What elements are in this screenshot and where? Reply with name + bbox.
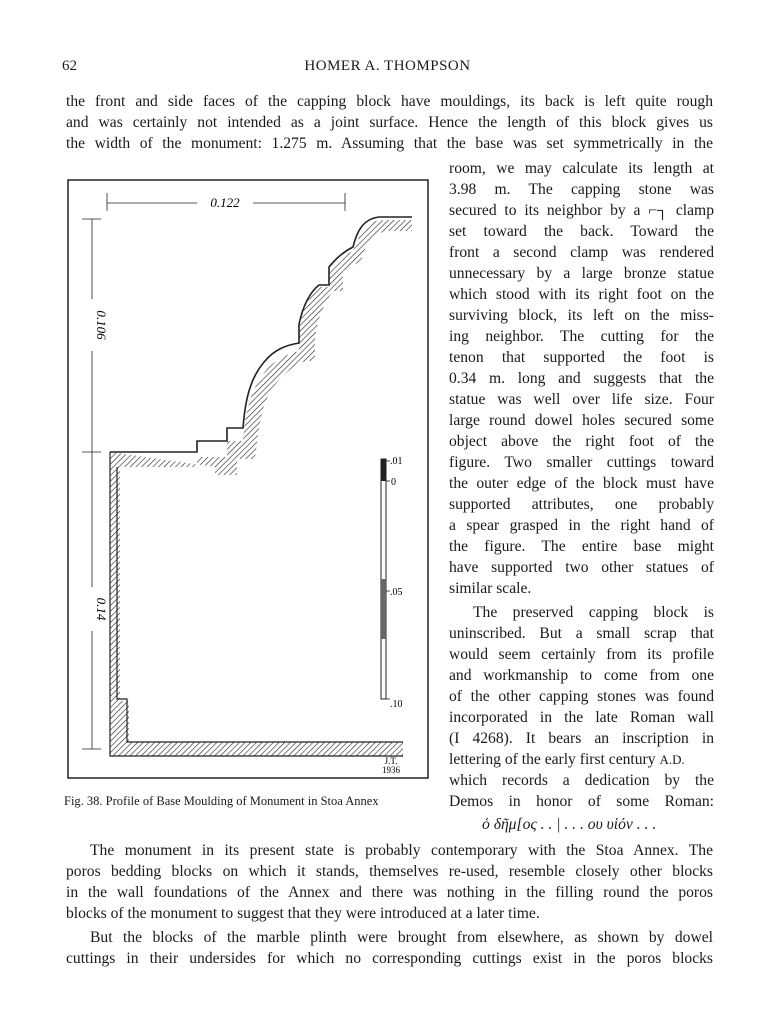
drawing-year: 1936 <box>382 765 400 775</box>
text-line: supported attributes, one probably <box>449 496 714 513</box>
text-line: poros bedding blocks on which it stands, themselves re-used, resemble closely other blocks <box>66 863 713 880</box>
scale-label: .10 <box>390 699 403 710</box>
text-line: statue was well over life size. Four <box>449 391 714 408</box>
text-line: set toward the back. Toward the <box>449 223 714 240</box>
text-line: The monument in its present state is probably contemporary with the Stoa Annex. The <box>90 842 713 859</box>
scale-label: .01 <box>390 456 403 467</box>
text-line: unnecessary by a large bronze statue <box>449 265 714 282</box>
text-line: large round dowel holes secured some <box>449 412 714 429</box>
scale-label: .05 <box>390 587 403 598</box>
text-line: Demos in honor of some Roman: <box>449 793 714 810</box>
text-line: the outer edge of the block must have <box>449 475 714 492</box>
text-line: and was certainly not intended as a joint surface. Hence the length of this block gives us <box>66 114 713 131</box>
running-head: HOMER A. THOMPSON <box>304 58 471 74</box>
text-line: would seem certainly from its profile <box>449 646 714 663</box>
text-line: the width of the monument: 1.275 m. Assuming that the base was set symmetrically in the <box>66 135 713 152</box>
text-line: tenon that supported the foot is <box>449 349 714 366</box>
text-line: of the other capping stones was found <box>449 688 714 705</box>
scale-label: 0 <box>391 477 396 488</box>
text-line: But the blocks of the marble plinth were brought from elsewhere, as shown by dowel <box>90 929 713 946</box>
greek-inscription: ὁ δῆμ[ος . . | . . . ου υἱόν . . . <box>482 816 657 833</box>
text-line: room, we may calculate its length at <box>449 160 714 177</box>
scale-bar-segment <box>381 579 386 639</box>
moulding-section <box>110 220 412 756</box>
text-line: lettering of the early first century A.D. <box>449 751 685 768</box>
profile-drawing <box>67 179 429 779</box>
text-line: the figure. The entire base might <box>449 538 714 555</box>
draftsman-initials: J.T. <box>384 756 398 766</box>
text-line: a spear grasped in the right hand of <box>449 517 714 534</box>
text-line: cuttings in their undersides for which no corresponding cuttings exist in the poros blocks <box>66 950 713 967</box>
text-line: 3.98 m. The capping stone was <box>449 181 714 198</box>
scale-bar-segment <box>381 459 386 481</box>
text-line: and workmanship to come from one <box>449 667 714 684</box>
era-abbreviation: A.D. <box>659 752 685 767</box>
text-line: blocks of the monument to suggest that they were introduced at a later time. <box>66 905 540 922</box>
figure-38 <box>67 179 429 779</box>
dim-upper-height-label: 0.106 <box>94 310 109 340</box>
text-line: similar scale. <box>449 580 532 597</box>
dim-width-label: 0.122 <box>210 195 240 210</box>
text-line: incorporated in the late Roman wall <box>449 709 714 726</box>
figure-caption: Fig. 38. Profile of Base Moulding of Monument in Stoa Annex <box>64 794 379 808</box>
text-line: (I 4268). It bears an inscription in <box>449 730 714 747</box>
text-line: have supported two other statues of <box>449 559 714 576</box>
text-line: figure. Two smaller cuttings toward <box>449 454 714 471</box>
text-line: 0.34 m. long and suggests that the <box>449 370 714 387</box>
dim-lower-height-label: 0.14 <box>94 597 109 621</box>
text-line: in the wall foundations of the Annex and there was nothing in the filling round the poros <box>66 884 713 901</box>
text-line: which stood with its right foot on the <box>449 286 714 303</box>
text-line: object above the right foot of the <box>449 433 714 450</box>
text-line: which records a dedication by the <box>449 772 714 789</box>
moulding-base-outline <box>110 452 403 756</box>
text-line: the front and side faces of the capping block have mouldings, its back is left quite rough <box>66 93 713 110</box>
text-line: The preserved capping block is <box>473 604 714 621</box>
text-line: front a second clamp was rendered <box>449 244 714 261</box>
figure-border <box>68 180 428 778</box>
text-line: secured to its neighbor by a ⌐┐ clamp <box>449 202 714 219</box>
page-number: 62 <box>62 58 77 74</box>
text-line: ing neighbor. The cutting for the <box>449 328 714 345</box>
text-line: uninscribed. But a small scrap that <box>449 625 714 642</box>
text-line: surviving block, its left on the miss- <box>449 307 714 324</box>
